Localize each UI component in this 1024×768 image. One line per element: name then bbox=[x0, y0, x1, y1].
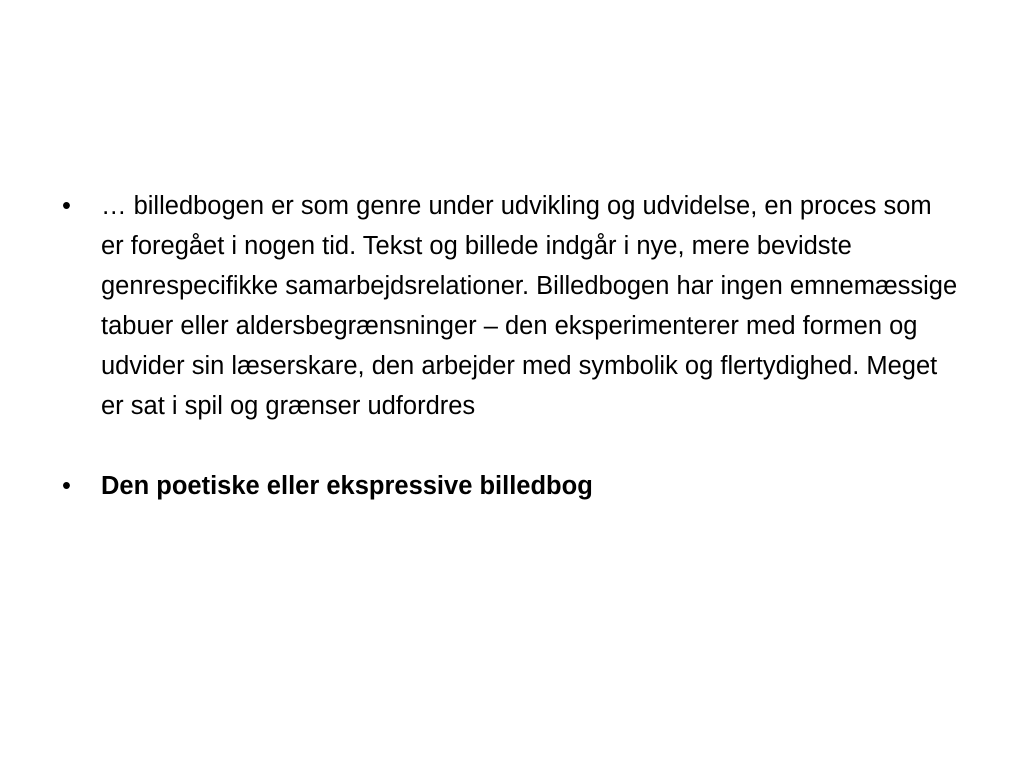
bullet-item-description bbox=[60, 186, 960, 426]
bullet-icon: • bbox=[62, 472, 71, 500]
bullet-text-bold: Den poetiske eller ekspressive billedbog bbox=[101, 472, 593, 500]
bullet-list bbox=[60, 186, 960, 506]
bullet-item-heading bbox=[60, 466, 960, 506]
bullet-text: … billedbogen er som genre under udvikling og udvidelse, en proces som er foregået i nogen tid. Tekst og billede indgår i nye, mere bevidste genrespecifikke samarbejdsrelationer. Billedbogen har ingen emnemæssige tabuer eller aldersbegrænsninger – den eksperimenterer med formen og udvider sin læserskare, den arbejder med symbolik og flertydighed. Meget er sat i spil og grænser udfordres bbox=[101, 192, 958, 420]
bullet-icon: • bbox=[62, 192, 71, 220]
